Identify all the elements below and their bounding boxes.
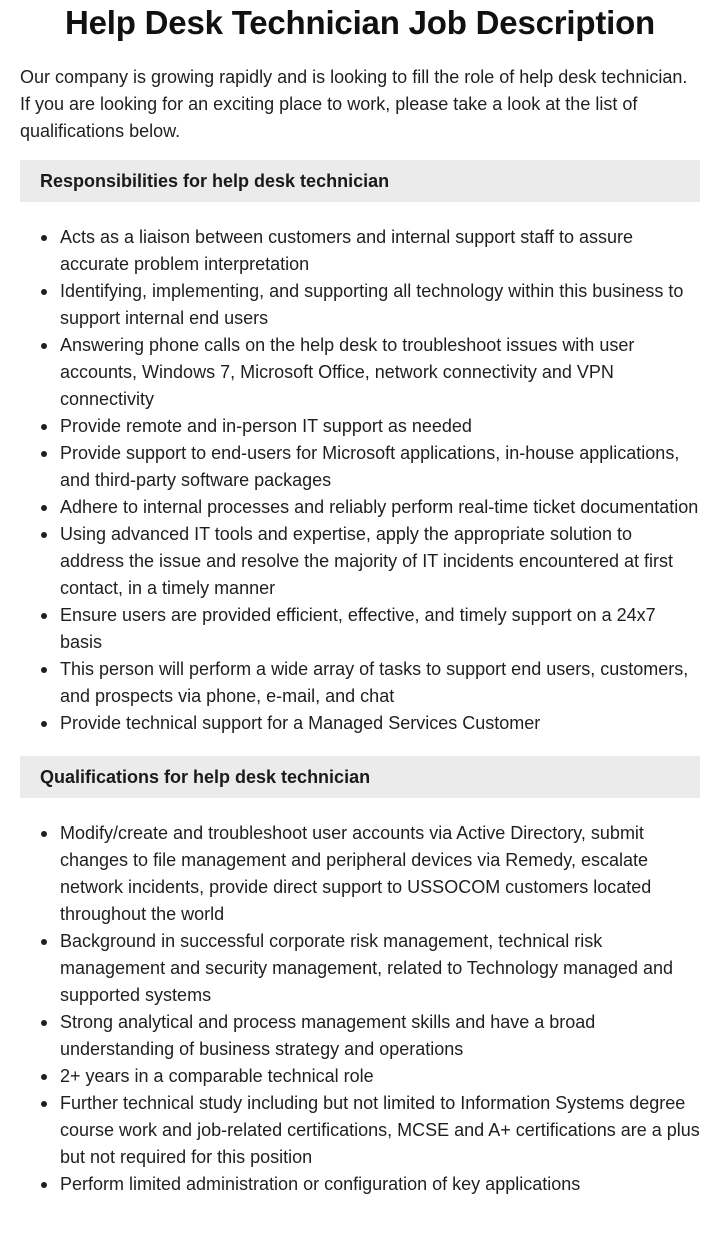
list-item: Using advanced IT tools and expertise, apply the appropriate solution to address the issue and resolve the majority of IT incidents encountered at first contact, in a timely manner: [60, 521, 700, 602]
list-item: Acts as a liaison between customers and internal support staff to assure accurate problem interpretation: [60, 224, 700, 278]
list-item: Perform limited administration or configuration of key applications: [60, 1171, 700, 1198]
intro-paragraph: Our company is growing rapidly and is looking to fill the role of help desk technician. If you are looking for an exciting place to work, please take a look at the list of qualifications below.: [20, 67, 688, 141]
list-item: Identifying, implementing, and supporting all technology within this business to support internal end users: [60, 278, 700, 332]
qualifications-heading: Qualifications for help desk technician: [20, 756, 700, 798]
responsibilities-list: [20, 224, 700, 737]
list-item: Provide support to end-users for Microsoft applications, in-house applications, and third-party software packages: [60, 440, 700, 494]
list-item: Strong analytical and process management skills and have a broad understanding of business strategy and operations: [60, 1009, 700, 1063]
responsibilities-heading: Responsibilities for help desk technician: [20, 160, 700, 202]
page-title: Help Desk Technician Job Description: [64, 4, 655, 41]
list-item: 2+ years in a comparable technical role: [60, 1063, 700, 1090]
list-item: Modify/create and troubleshoot user accounts via Active Directory, submit changes to file management and peripheral devices via Remedy, escalate network incidents, provide direct support to USSOCOM customers located throughout the world: [60, 820, 700, 928]
list-item: This person will perform a wide array of tasks to support end users, customers, and prospects via phone, e-mail, and chat: [60, 656, 700, 710]
list-item: Provide remote and in-person IT support as needed: [60, 413, 700, 440]
list-item: Answering phone calls on the help desk to troubleshoot issues with user accounts, Windows 7, Microsoft Office, network connectivity and VPN connectivity: [60, 332, 700, 413]
list-item: Background in successful corporate risk management, technical risk management and security management, related to Technology managed and supported systems: [60, 928, 700, 1009]
list-item: Ensure users are provided efficient, effective, and timely support on a 24x7 basis: [60, 602, 700, 656]
list-item: Further technical study including but not limited to Information Systems degree course work and job-related certifications, MCSE and A+ certifications are a plus but not required for this position: [60, 1090, 700, 1171]
list-item: Adhere to internal processes and reliably perform real-time ticket documentation: [60, 494, 700, 521]
list-item: Provide technical support for a Managed Services Customer: [60, 710, 700, 737]
qualifications-list: [20, 820, 700, 1198]
